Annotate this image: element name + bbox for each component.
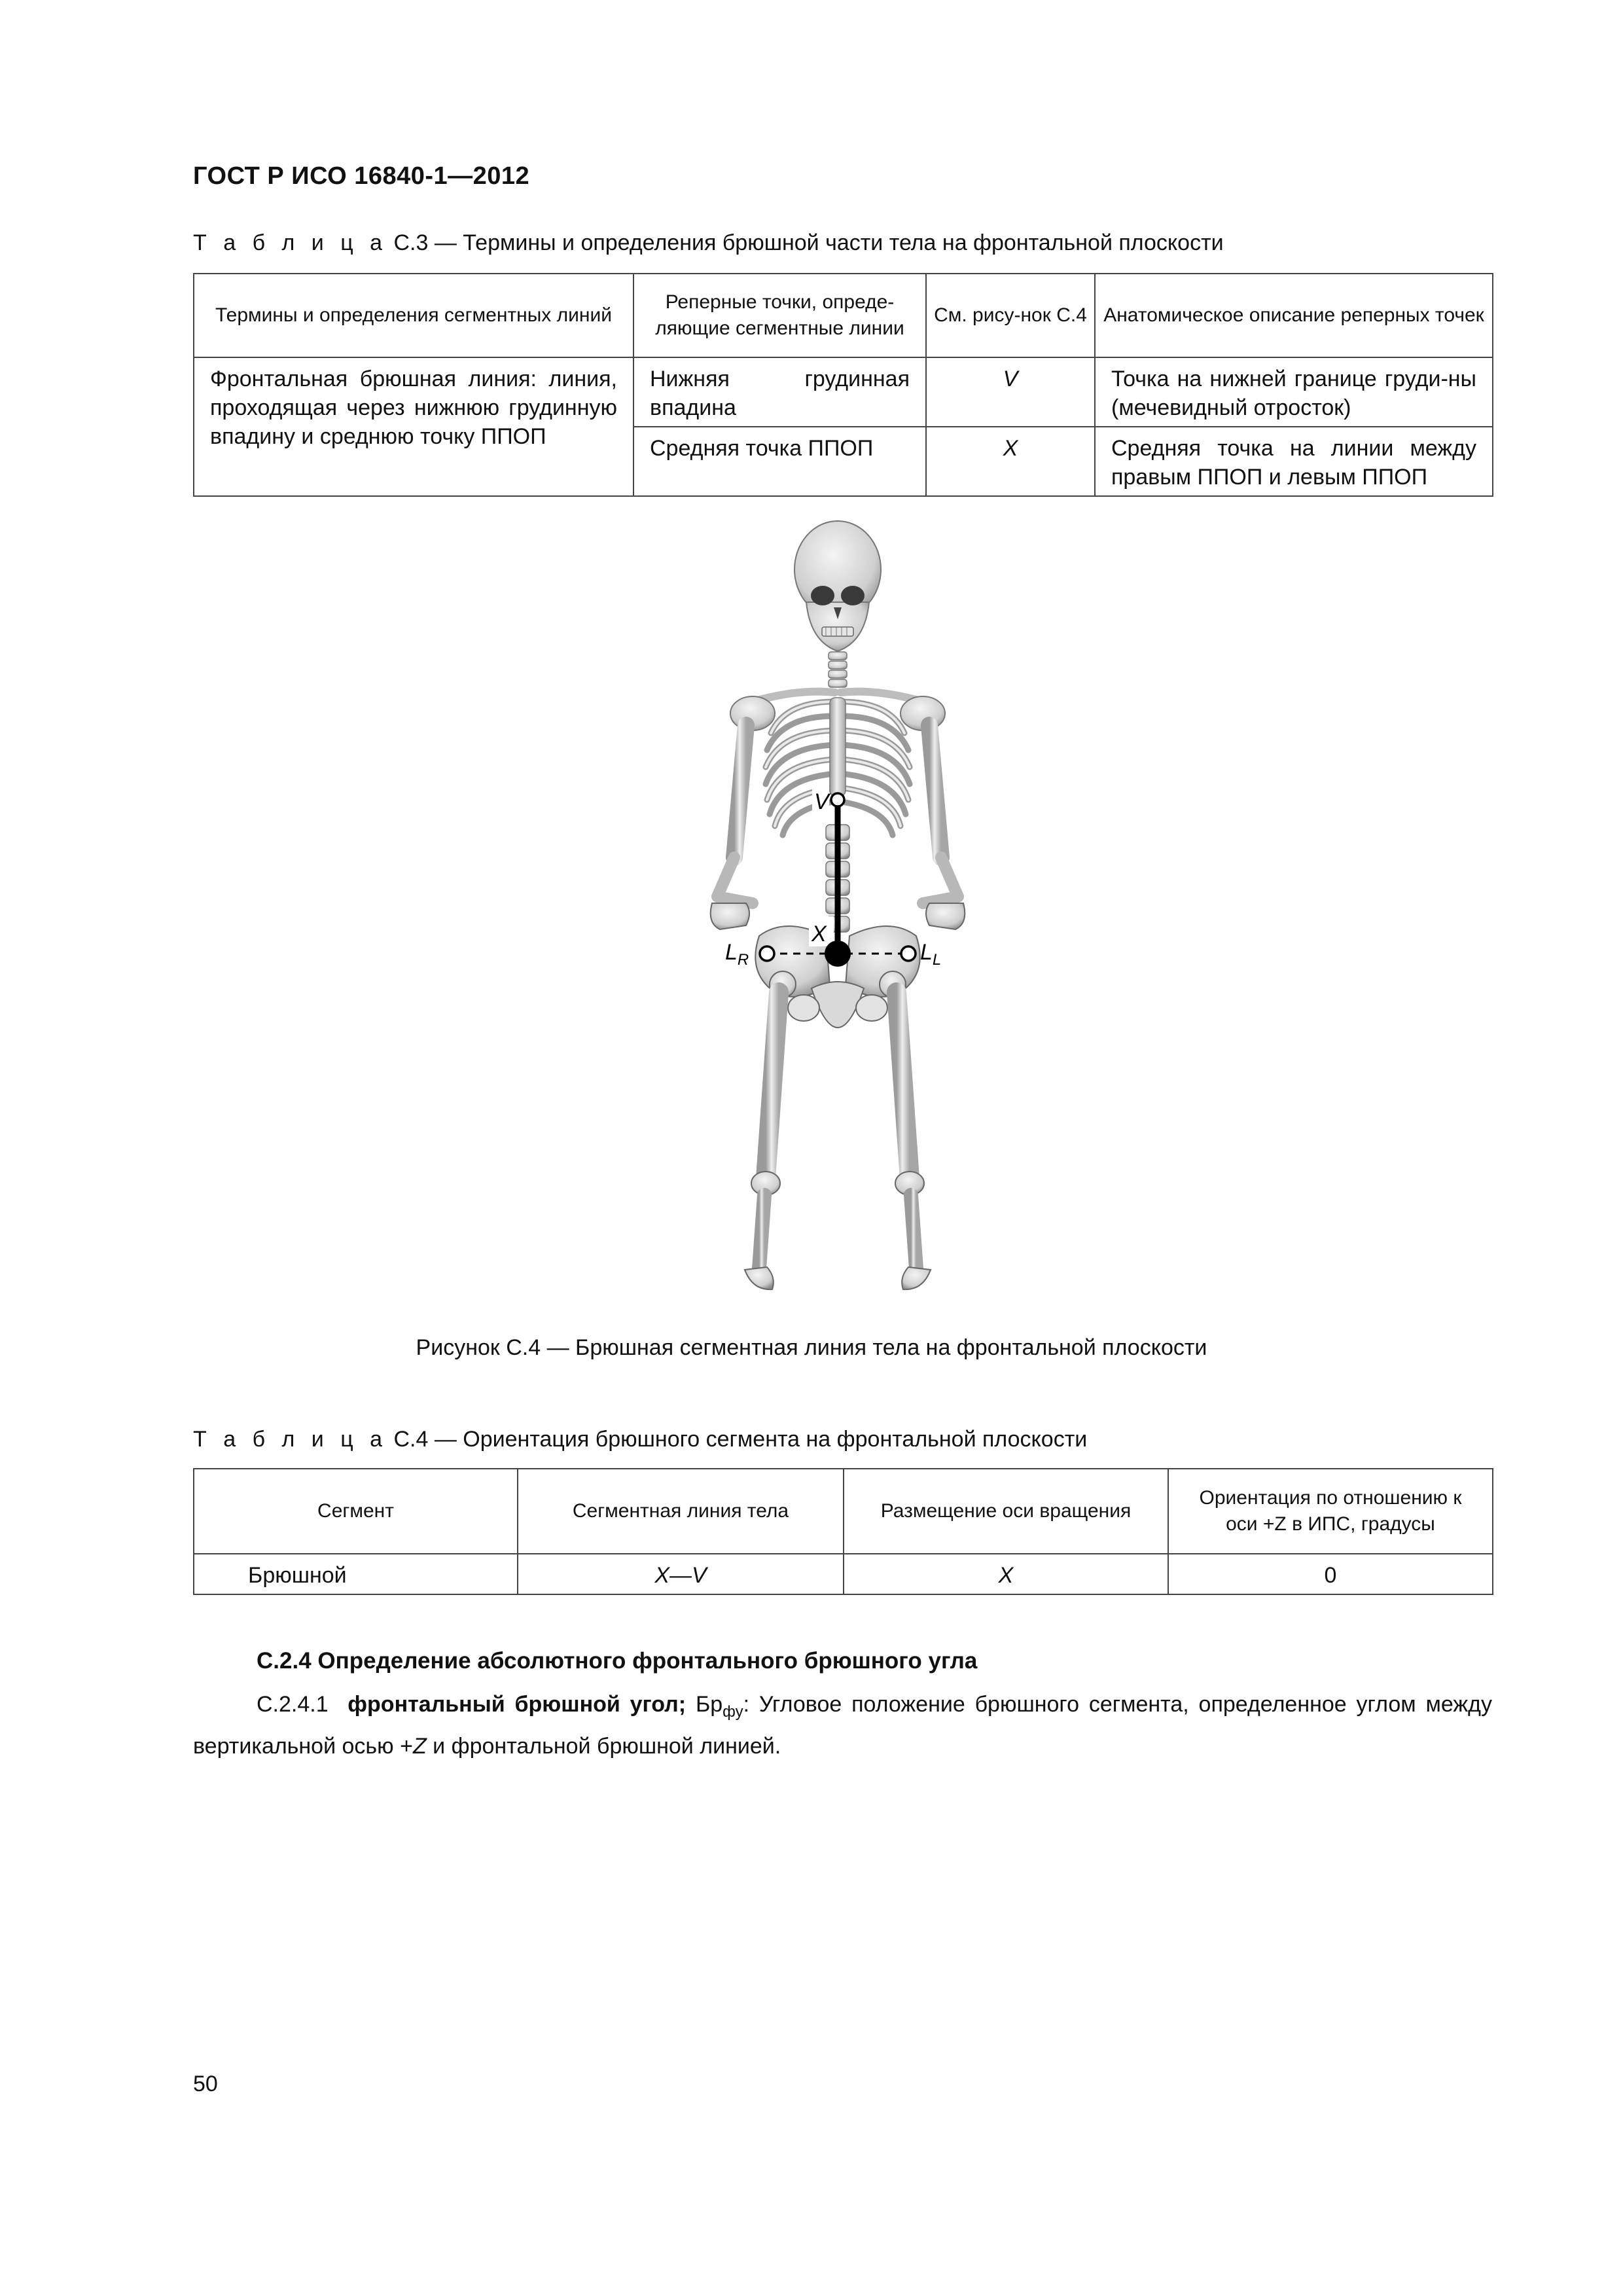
table-c3-desc-cell: Точка на нижней границе груди-ны (мечевидный отросток) — [1095, 357, 1493, 427]
table-c4-header-line: Сегментная линия тела — [518, 1469, 844, 1554]
section-title: С.2.4 Определение абсолютного фронтального брюшного угла — [257, 1648, 978, 1674]
table-c3-desc-cell: Средняя точка на линии между правым ППОП и левым ППОП — [1095, 427, 1493, 496]
table-c3-ref-cell: V — [926, 357, 1095, 427]
right-humerus — [734, 725, 746, 857]
table-c3-header-description: Анатомическое описание реперных точек — [1095, 274, 1493, 357]
table-c4-header-axis: Размещение оси вращения — [844, 1469, 1168, 1554]
table-c3-caption-text: С.3 — Термины и определения брюшной части тела на фронтальной плоскости — [393, 230, 1224, 255]
table-c4-header-orientation: Ориентация по отношению к оси +Z в ИПС, градусы — [1168, 1469, 1493, 1554]
definition-text-2: и фронтальной брюшной линией. — [426, 1733, 781, 1759]
point-ll-marker — [901, 946, 916, 961]
document-header: ГОСТ Р ИСО 16840-1—2012 — [193, 162, 530, 190]
table-c3-ref-cell: X — [926, 427, 1095, 496]
skull — [794, 521, 881, 651]
table-c3-point-cell: Нижняя грудинная впадина — [633, 357, 926, 427]
figure-caption: Рисунок С.4 — Брюшная сегментная линия тела на фронтальной плоскости — [416, 1335, 1207, 1360]
label-ll: $L_L$ — [920, 940, 942, 969]
table-c3-point-cell: Средняя точка ППОП — [633, 427, 926, 496]
table-label: Т а б л и ц а — [193, 230, 388, 255]
right-forearm — [717, 857, 753, 903]
table-c4-header-segment: Сегмент — [194, 1469, 518, 1554]
defined-term: фронтальный брюшной угол; — [348, 1692, 687, 1717]
table-c3-term-cell: Фронтальная брюшная линия: линия, проходящая через нижнюю грудинную впадину и среднюю точку ППОП — [194, 357, 633, 496]
table-c3-header-points: Реперные точки, опреде-ляющие сегментные линии — [633, 274, 926, 357]
left-hand — [926, 903, 965, 929]
left-femur — [897, 992, 910, 1178]
sternum — [830, 698, 846, 796]
table-c3-caption — [193, 230, 1224, 256]
right-femur — [766, 992, 779, 1178]
point-v-marker — [831, 793, 844, 806]
left-tibia — [911, 1195, 916, 1268]
table-c4-axis-cell: X — [844, 1554, 1168, 1594]
table-c4-segment-cell: Брюшной — [194, 1554, 518, 1594]
right-tibia — [759, 1195, 764, 1268]
definition-text-1: : Угловое положение брюшного сегмента, определенное углом между вертикальной осью + — [193, 1692, 1492, 1759]
skeleton-figure — [654, 517, 1021, 1296]
table-c4 — [193, 1468, 1493, 1595]
table-label: Т а б л и ц а — [193, 1427, 388, 1452]
table-c3-header-terms: Термины и определения сегментных линий — [194, 274, 633, 357]
right-hand — [711, 903, 749, 929]
table-c4-line-cell: X—V — [518, 1554, 844, 1594]
right-foot — [745, 1267, 774, 1289]
left-forearm — [923, 857, 958, 903]
point-x-marker — [825, 941, 851, 967]
label-lr: $L_R$ — [725, 940, 749, 969]
table-c4-orientation-cell: 0 — [1168, 1554, 1493, 1594]
point-lr-marker — [760, 946, 774, 961]
cervical-spine — [829, 652, 847, 687]
axis-symbol: Z — [412, 1733, 427, 1759]
table-c4-caption — [193, 1427, 1087, 1452]
page-number: 50 — [193, 2072, 218, 2096]
left-humerus — [929, 725, 941, 857]
table-c3 — [193, 273, 1493, 497]
table-c3-header-figure: См. рису-нок С.4 — [926, 274, 1095, 357]
definition-paragraph — [193, 1687, 1492, 1763]
label-x: X — [812, 922, 827, 946]
table-c4-caption-text: С.4 — Ориентация брюшного сегмента на фронтальной плоскости — [393, 1427, 1088, 1452]
term-symbol: $Бр_{фу}$ — [695, 1692, 743, 1721]
left-foot — [902, 1267, 931, 1289]
paragraph-number: С.2.4.1 — [257, 1692, 329, 1717]
label-v: V — [814, 789, 829, 814]
